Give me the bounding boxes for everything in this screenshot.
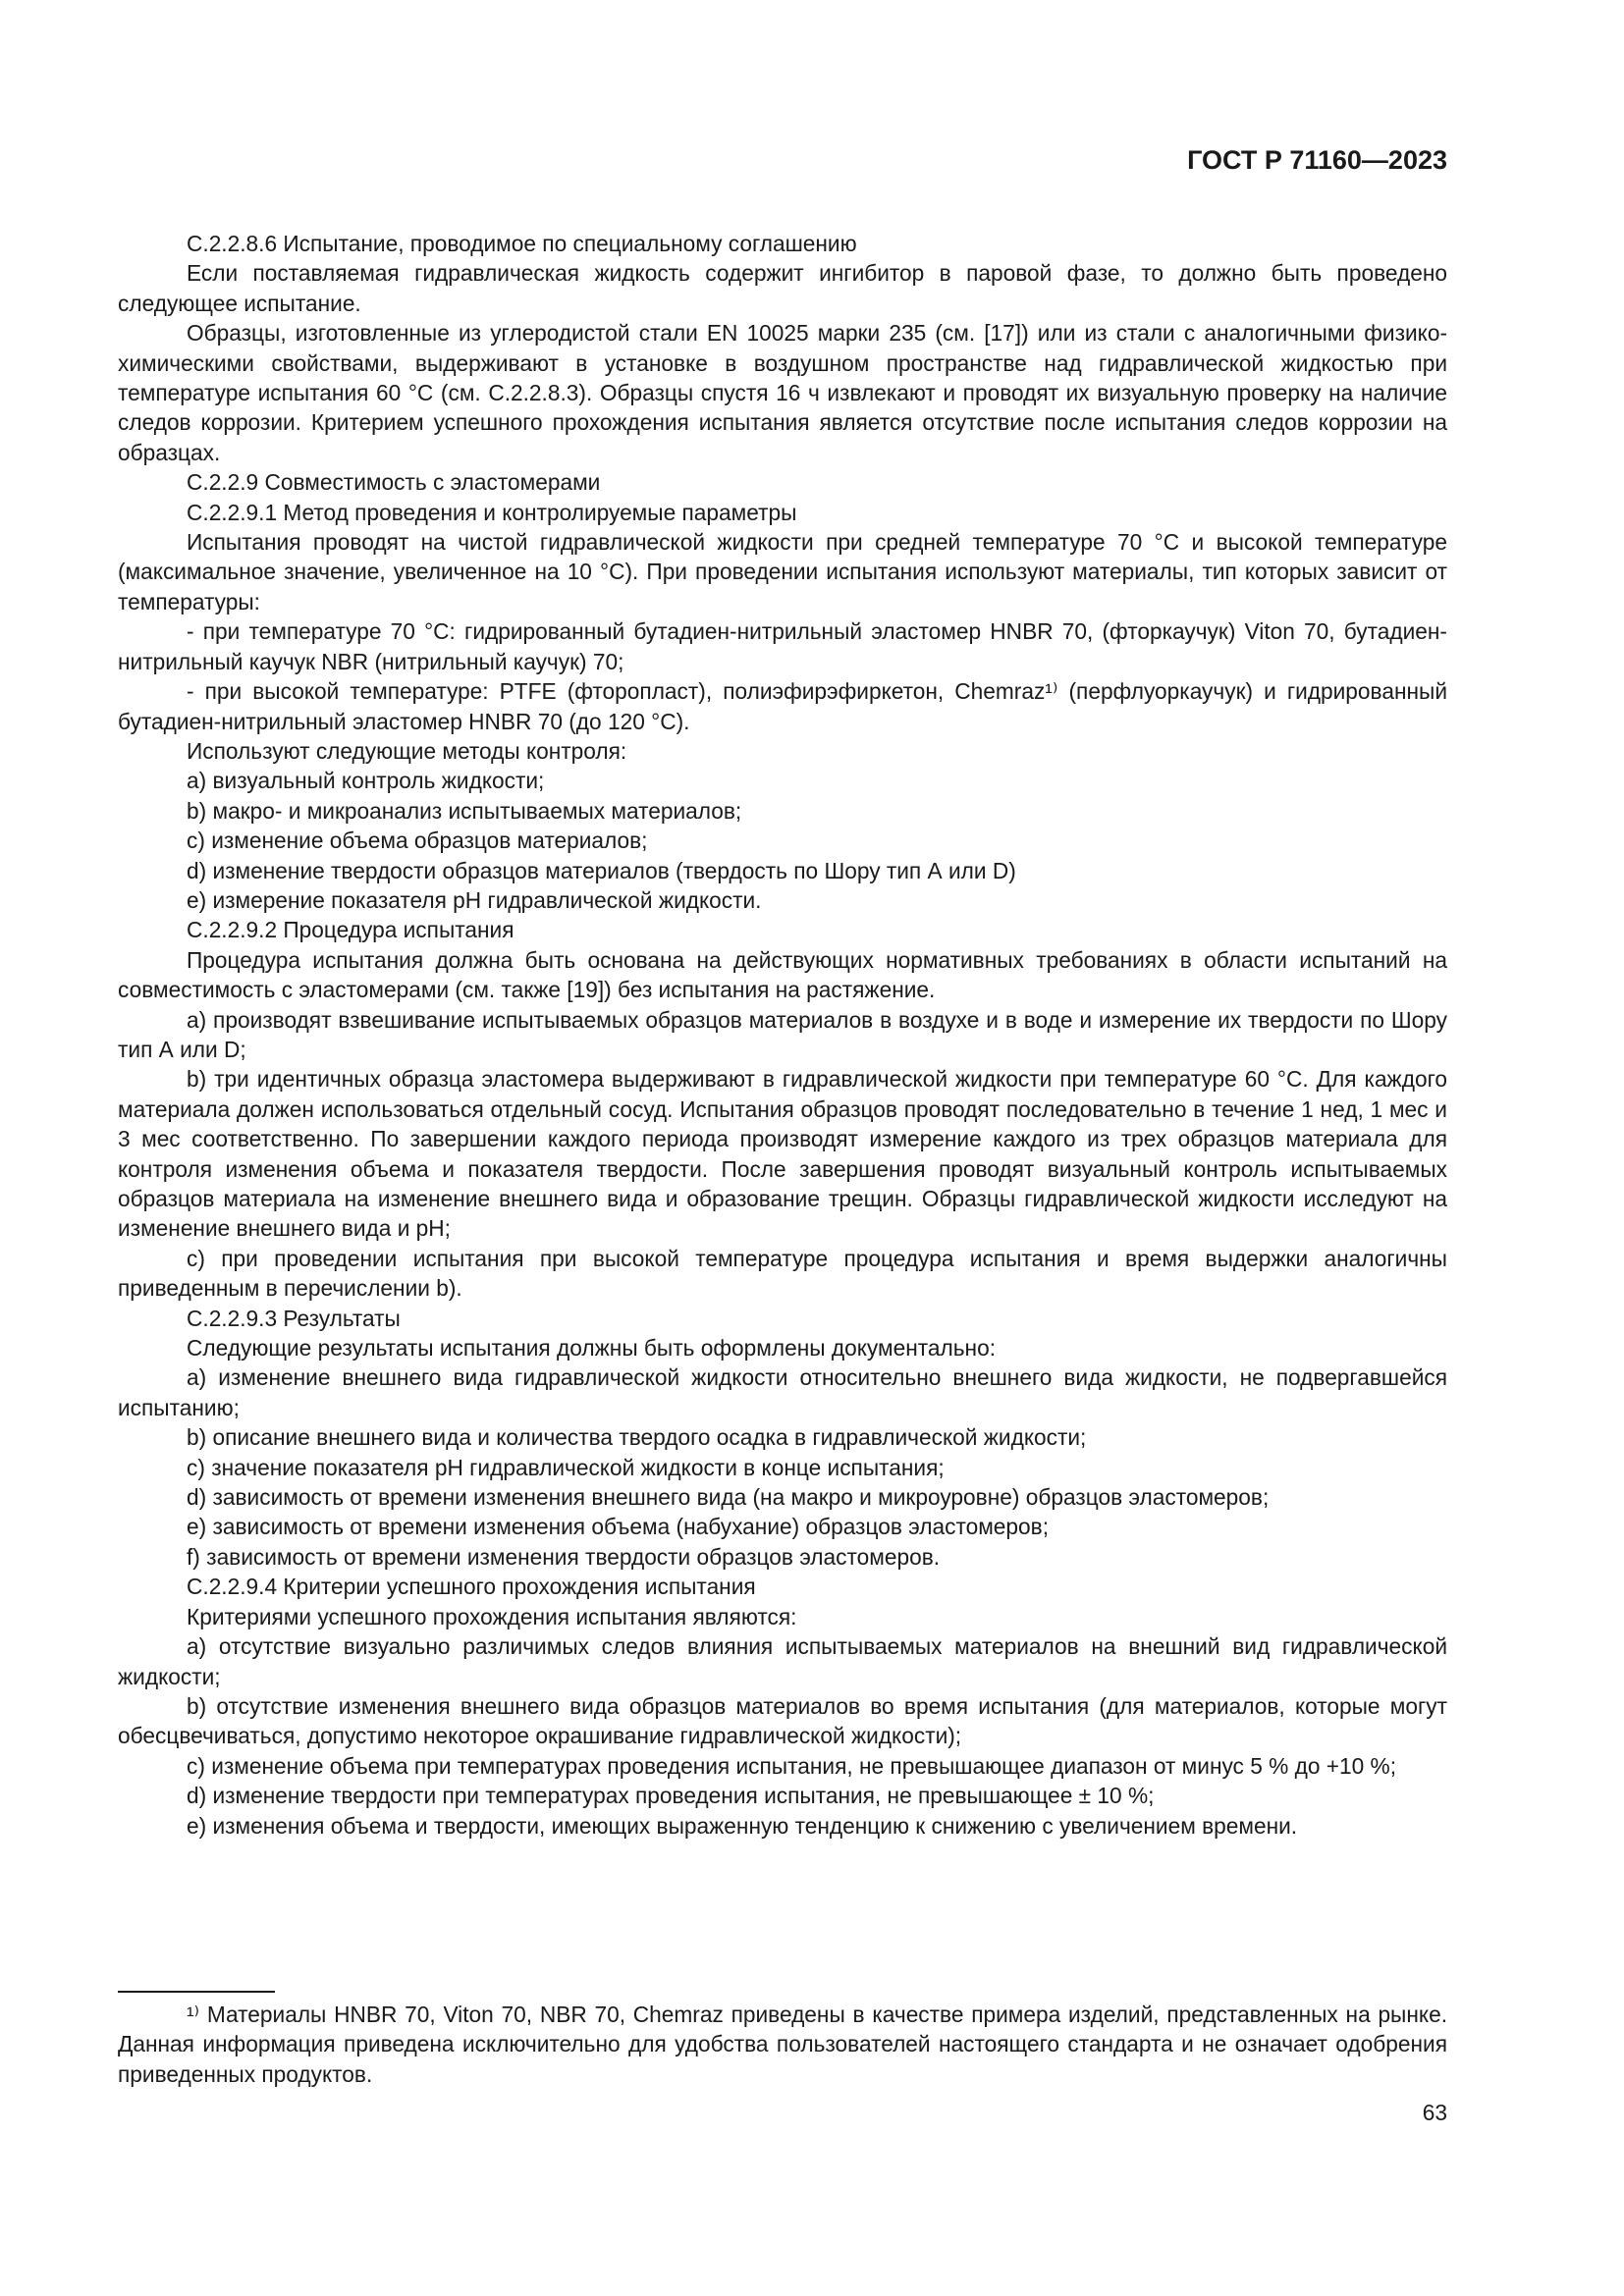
list-item: d) изменение твердости образцов материалов (твердость по Шору тип А или D) — [187, 857, 1016, 883]
list-item: e) измерение показателя pH гидравлической жидкости. — [187, 886, 762, 913]
list-item: f) зависимость от времени изменения твердости образцов эластомеров. — [187, 1543, 941, 1570]
document-header: ГОСТ Р 71160—2023 — [1187, 145, 1447, 175]
section-heading: С.2.2.9.4 Критерии успешного прохождения испытания — [187, 1574, 756, 1600]
paragraph: Процедура испытания должна быть основана на действующих нормативных требованиях в области испытаний на совместимость с эластомерами (см. также [19]) без испытания на растяжение. — [118, 946, 1447, 1003]
page-number: 63 — [1422, 2100, 1447, 2125]
list-item: a) отсутствие визуально различимых следов влияния испытываемых материалов на внешний вид гидравлической жидкости; — [118, 1633, 1447, 1689]
footnote — [118, 2000, 1447, 2089]
paragraph: Используют следующие методы контроля: — [187, 737, 627, 764]
list-item: d) зависимость от времени изменения внешнего вида (на макро и микроуровне) образцов эластомеров; — [187, 1484, 1270, 1511]
footnote-text: ¹⁾ Материалы HNBR 70, Viton 70, NBR 70, Chemraz приведены в качестве примера изделий, представленных на рынке. Данная информация приведена исключительно для удобства пользователей настоящего стандарта и не означает одобрения приведенных продуктов. — [118, 2002, 1447, 2087]
list-item: d) изменение твердости при температурах проведения испытания, не превышающее ± 10 %; — [187, 1783, 1155, 1809]
paragraph: Если поставляемая гидравлическая жидкость содержит ингибитор в паровой фазе, то должно быть проведено следующее испытание. — [118, 260, 1447, 316]
paragraph: Образцы, изготовленные из углеродистой стали EN 10025 марки 235 (см. [17]) или из стали с аналогичными физико-химическими свойствами, выдерживают в установке в воздушном пространстве над гидравлической жидкостью при температуре испытания 60 °С (см. С.2.2.8.3). Образцы спустя 16 ч извлекают и проводят их визуальную проверку на наличие следов коррозии. Критерием успешного прохождения испытания является отсутствие после испытания следов коррозии на образцах. — [118, 320, 1447, 465]
paragraph: Испытания проводят на чистой гидравлической жидкости при средней температуре 70 °С и высокой температуре (максимальное значение, увеличенное на 10 °С). При проведении испытания используют материалы, тип которых зависит от температуры: — [118, 529, 1447, 614]
list-item: c) значение показателя pH гидравлической жидкости в конце испытания; — [187, 1454, 945, 1480]
list-item: a) визуальный контроль жидкости; — [187, 768, 545, 794]
footnote-divider — [118, 1991, 275, 1993]
list-item: - при высокой температуре: PTFE (фторопласт), полиэфирэфиркетон, Chemraz¹⁾ (перфлуоркаучук) и гидрированный бутадиен-нитрильный эластомер HNBR 70 (до 120 °С). — [118, 678, 1447, 734]
list-item: a) производят взвешивание испытываемых образцов материалов в воздухе и в воде и измерение их твердости по Шору тип А или D; — [118, 1006, 1447, 1062]
list-item: b) описание внешнего вида и количества твердого осадка в гидравлической жидкости; — [187, 1424, 1087, 1451]
list-item: c) изменение объема при температурах проведения испытания, не превышающее диапазон от минус 5 % до +10 %; — [187, 1752, 1397, 1779]
list-item: b) макро- и микроанализ испытываемых материалов; — [187, 797, 742, 824]
list-item: e) изменения объема и твердости, имеющих выраженную тенденцию к снижению с увеличением времени. — [187, 1812, 1298, 1839]
section-heading: С.2.2.8.6 Испытание, проводимое по специальному соглашению — [187, 231, 857, 256]
list-item: e) зависимость от времени изменения объема (набухание) образцов эластомеров; — [187, 1514, 1050, 1540]
list-item: - при температуре 70 °С: гидрированный бутадиен-нитрильный эластомер HNBR 70, (фторкаучук) Viton 70, бутадиен-нитрильный каучук NBR (нитрильный каучук) 70; — [118, 618, 1447, 674]
list-item: a) изменение внешнего вида гидравлической жидкости относительно внешнего вида жидкости, не подвергавшейся испытанию; — [118, 1364, 1447, 1420]
paragraph: Следующие результаты испытания должны быть оформлены документально: — [187, 1335, 996, 1362]
section-heading: С.2.2.9.2 Процедура испытания — [187, 917, 514, 943]
paragraph: Критериями успешного прохождения испытания являются: — [187, 1603, 797, 1629]
list-item: b) три идентичных образца эластомера выдерживают в гидравлической жидкости при температуре 60 °С. Для каждого материала должен использоваться отдельный сосуд. Испытания образцов проводят последовательно в течение 1 нед, 1 мес и 3 мес соответственно. По завершении каждого периода производят измерение каждого из трех образцов материала для контроля изменения объема и показателя твердости. После завершения проводят визуальный контроль испытываемых образцов материала на изменение внешнего вида и образование трещин. Образцы гидравлической жидкости исследуют на изменение внешнего вида и pH; — [118, 1066, 1447, 1242]
section-heading: С.2.2.9 Совместимость с эластомерами — [187, 469, 601, 496]
list-item: b) отсутствие изменения внешнего вида образцов материалов во время испытания (для материалов, которые могут обесцвечиваться, допустимо некоторое окрашивание гидравлической жидкости); — [118, 1692, 1447, 1749]
document-body — [118, 229, 1447, 1841]
list-item: c) изменение объема образцов материалов; — [187, 828, 648, 854]
section-heading: С.2.2.9.3 Результаты — [187, 1305, 401, 1331]
list-item: c) при проведении испытания при высокой температуре процедура испытания и время выдержки аналогичны приведенным в перечислении b). — [118, 1245, 1447, 1302]
section-heading: С.2.2.9.1 Метод проведения и контролируемые параметры — [187, 499, 797, 525]
